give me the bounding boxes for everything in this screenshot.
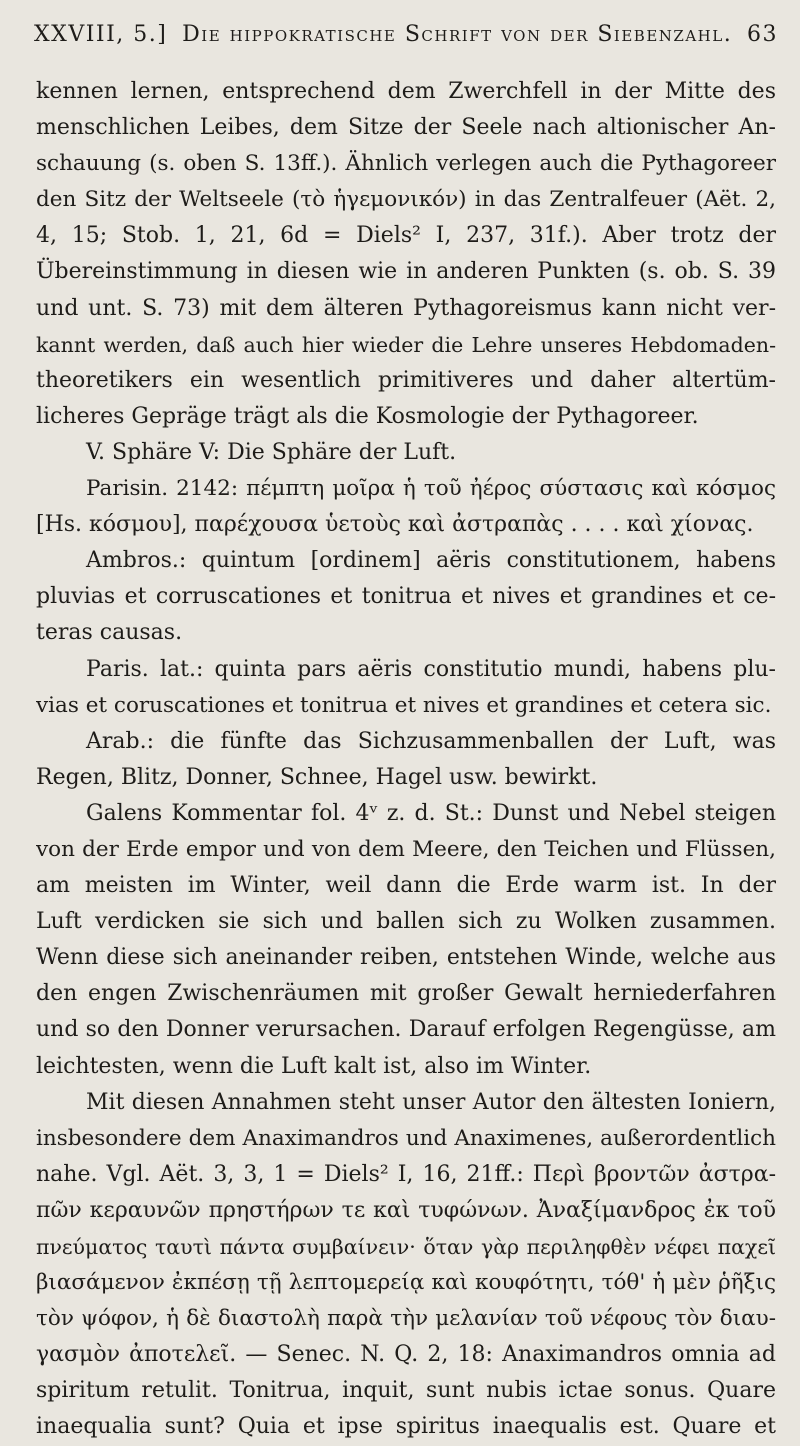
text-line: am meisten im Winter, weil dann die Erde warm ist. In der	[36, 873, 776, 899]
text-line: Übereinstimmung in diesen wie in anderen Punkten (s. ob. S. 39	[36, 259, 776, 285]
chapter-reference: XXVIII, 5.]	[34, 22, 168, 47]
text-line: den engen Zwischenräumen mit großer Gewalt herniederfahren	[36, 981, 776, 1007]
text-line: πῶν κεραυνῶν πρηστήρων τε καὶ τυφώνων. Ἀναξίμανδρος ἐκ τοῦ	[36, 1197, 776, 1223]
text-line: schauung (s. oben S. 13ff.). Ähnlich verlegen auch die Pythagoreer	[36, 151, 776, 177]
page-number: 63	[747, 22, 778, 47]
text-line: theoretikers ein wesentlich primitiveres und daher altertüm-	[36, 367, 776, 393]
text-line: τὸν ψόφον, ἡ δὲ διαστολὴ παρὰ τὴν μελανίαν τοῦ νέφους τὸν διαυ-	[36, 1306, 776, 1332]
running-header	[34, 22, 778, 58]
text-line: vias et coruscationes et tonitrua et nives et grandines et cetera sic.	[36, 692, 772, 718]
text-line: Parisin. 2142: πέμπτη μοῖρα ἡ τοῦ ἠέρος σύστασις καὶ κόσμος	[86, 476, 776, 502]
text-line: Mit diesen Annahmen steht unser Autor den ältesten Ioniern,	[86, 1089, 776, 1115]
text-line: [Hs. κόσμου], παρέχουσα ὑετοὺς καὶ ἀστραπὰς . . . . καὶ χίονας.	[36, 512, 754, 538]
text-line: Wenn diese sich aneinander reiben, entstehen Winde, welche aus	[36, 945, 776, 971]
text-line: Galens Kommentar fol. 4ᵛ z. d. St.: Dunst und Nebel steigen	[86, 800, 776, 826]
text-line: Regen, Blitz, Donner, Schnee, Hagel usw. bewirkt.	[36, 764, 598, 790]
text-line: nahe. Vgl. Aët. 3, 3, 1 = Diels² I, 16, 21ff.: Περὶ βροντῶν ἀστρα-	[36, 1161, 776, 1187]
text-line: leichtesten, wenn die Luft kalt ist, also im Winter.	[36, 1053, 592, 1079]
text-line: inaequalia sunt? Quia et ipse spiritus inaequalis est. Quare et	[36, 1414, 776, 1440]
text-line: kennen lernen, entsprechend dem Zwerchfell in der Mitte des	[36, 79, 776, 104]
text-line: Paris. lat.: quinta pars aëris constitutio mundi, habens plu-	[86, 656, 776, 682]
text-line: teras causas.	[36, 620, 183, 646]
body-text	[36, 74, 776, 1446]
text-line: V. Sphäre V: Die Sphäre der Luft.	[86, 439, 457, 465]
text-line: γασμὸν ἀποτελεῖ. — Senec. N. Q. 2, 18: Anaximandros omnia ad	[36, 1342, 776, 1368]
text-line: licheres Gepräge trägt als die Kosmologie der Pythagoreer.	[36, 403, 699, 429]
text-line: und so den Donner verursachen. Darauf erfolgen Regengüsse, am	[36, 1017, 776, 1043]
text-line: βιασάμενον ἐκπέσῃ τῇ λεπτομερείᾳ καὶ κουφότητι, τόθ' ἡ μὲν ῥῆξις	[36, 1270, 776, 1296]
text-line: spiritum retulit. Tonitrua, inquit, sunt nubis ictae sonus. Quare	[36, 1378, 776, 1404]
text-line: πνεύματος ταυτὶ πάντα συμβαίνειν· ὅταν γὰρ περιληφθὲν νέφει παχεῖ	[36, 1235, 776, 1259]
text-line: den Sitz der Weltseele (τὸ ἡγεμονικόν) in das Zentralfeuer (Aët. 2,	[36, 187, 776, 213]
text-line: insbesondere dem Anaximandros und Anaximenes, außerordentlich	[36, 1125, 776, 1151]
text-line: von der Erde empor und von dem Meere, den Teichen und Flüssen,	[36, 836, 776, 862]
text-line: 4, 15; Stob. 1, 21, 6d = Diels² I, 237, 31f.). Aber trotz der	[36, 223, 776, 249]
text-line: Luft verdicken sie sich und ballen sich zu Wolken zusammen.	[36, 909, 776, 935]
text-line: pluvias et corruscationes et tonitrua et nives et grandines et ce-	[36, 584, 776, 610]
text-line: Ambros.: quintum [ordinem] aëris constitutionem, habens	[86, 548, 776, 574]
text-line: kannt werden, daß auch hier wieder die Lehre unseres Hebdomaden-	[36, 332, 776, 357]
text-line: und unt. S. 73) mit dem älteren Pythagoreismus kann nicht ver-	[36, 295, 776, 321]
text-line: menschlichen Leibes, dem Sitze der Seele nach altionischer An-	[36, 115, 776, 141]
text-line: Arab.: die fünfte das Sichzusammenballen der Luft, was	[86, 728, 776, 754]
running-title: Die hippokratische Schrift von der Siebenzahl.	[182, 22, 733, 47]
